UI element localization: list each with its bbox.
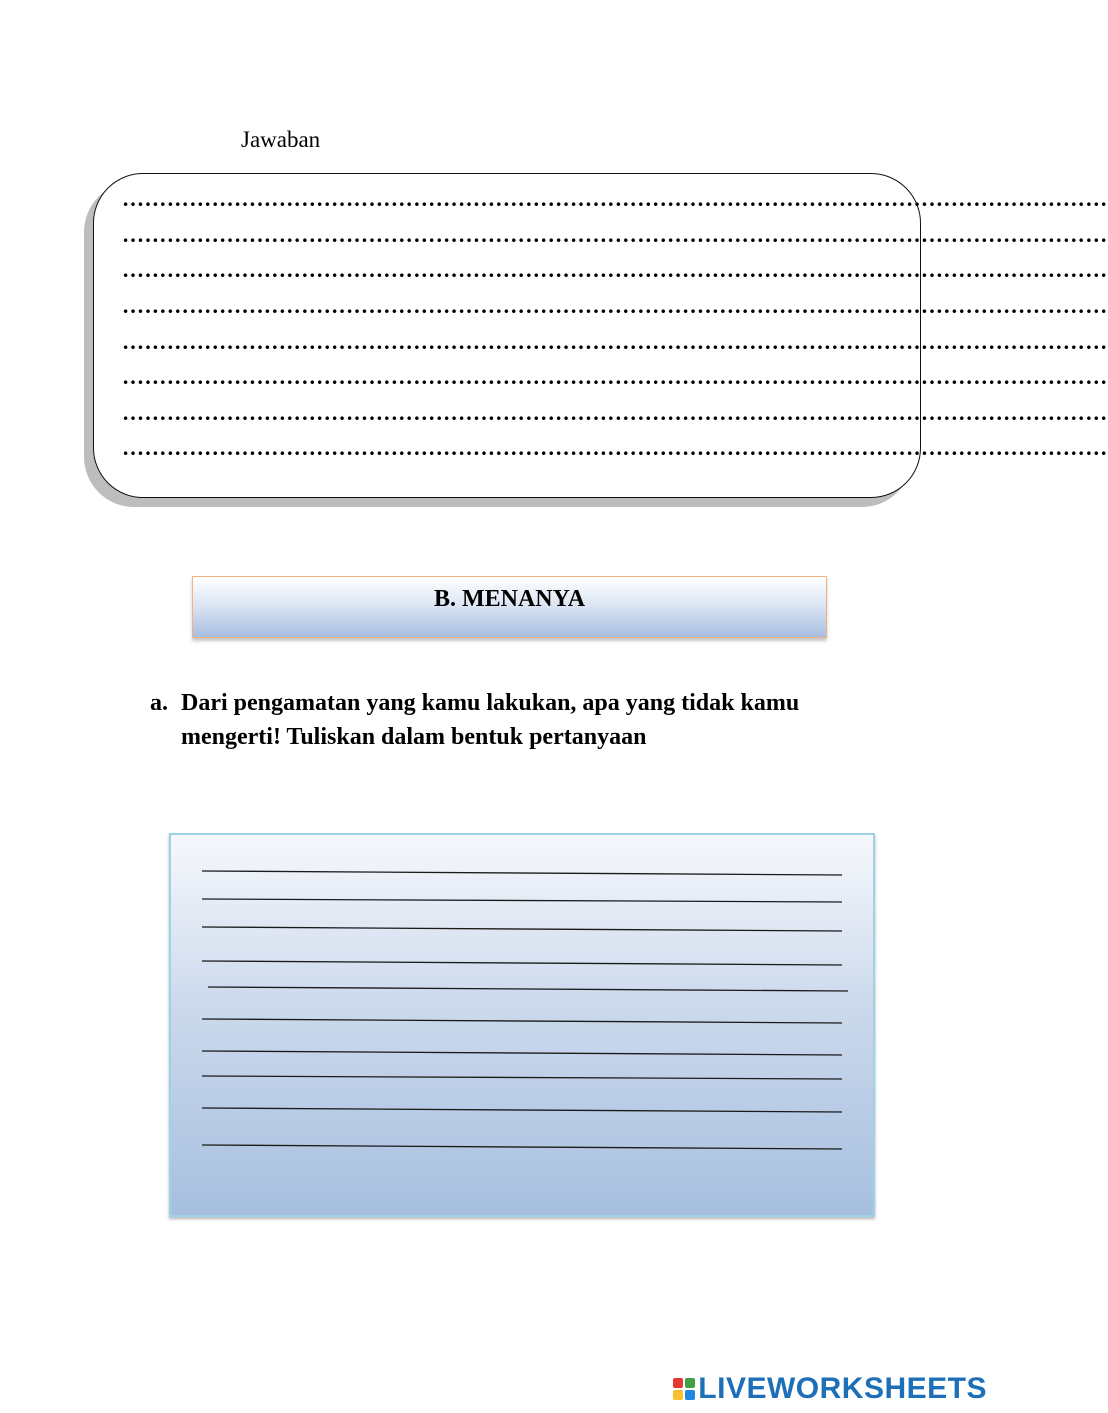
dotted-answer-line-7[interactable]: …………………………………………………………………………………………………………………… xyxy=(122,400,1108,425)
writing-lines xyxy=(171,835,873,1215)
dotted-answer-line-4[interactable]: …………………………………………………………………………………………………………………… xyxy=(122,293,1108,318)
dotted-answer-line-2[interactable]: …………………………………………………………………………………………………………………… xyxy=(122,222,1108,247)
question-letter: a. xyxy=(150,690,168,716)
question-text: Dari pengamatan yang kamu lakukan, apa yang tidak kamu mengerti! Tuliskan dalam bentuk pertanyaan xyxy=(181,690,800,750)
dotted-answer-line-3[interactable]: …………………………………………………………………………………………………………………… xyxy=(122,257,1108,282)
question-writing-box[interactable] xyxy=(169,833,875,1217)
dotted-answer-line-6[interactable]: …………………………………………………………………………………………………………………… xyxy=(122,364,1108,389)
section-b-title: B. MENANYA xyxy=(433,586,586,612)
dotted-answer-line-5[interactable]: …………………………………………………………………………………………………………………… xyxy=(122,329,1108,354)
logo-square xyxy=(685,1390,695,1400)
writing-line xyxy=(202,1145,842,1149)
logo-square xyxy=(673,1390,683,1400)
writing-line xyxy=(208,987,848,991)
answer-box[interactable] xyxy=(93,173,1108,498)
logo-square xyxy=(673,1378,683,1388)
liveworksheets-logo xyxy=(673,1371,987,1407)
writing-line xyxy=(202,1108,842,1112)
dotted-answer-line-1[interactable]: …………………………………………………………………………………………………………………… xyxy=(122,186,1108,211)
section-b-header xyxy=(192,576,827,638)
writing-line xyxy=(202,961,842,965)
writing-line xyxy=(202,1076,842,1079)
logo-square xyxy=(685,1378,695,1388)
writing-line xyxy=(202,1051,842,1055)
writing-line xyxy=(202,927,842,931)
writing-line xyxy=(202,871,842,875)
logo-icon xyxy=(673,1378,695,1400)
writing-line xyxy=(202,1019,842,1023)
dotted-answer-line-8[interactable]: …………………………………………………………………………………………………………………… xyxy=(122,435,1108,460)
writing-line xyxy=(202,899,842,902)
logo-text: LIVEWORKSHEETS xyxy=(698,1372,987,1405)
answer-label: Jawaban xyxy=(241,127,321,152)
